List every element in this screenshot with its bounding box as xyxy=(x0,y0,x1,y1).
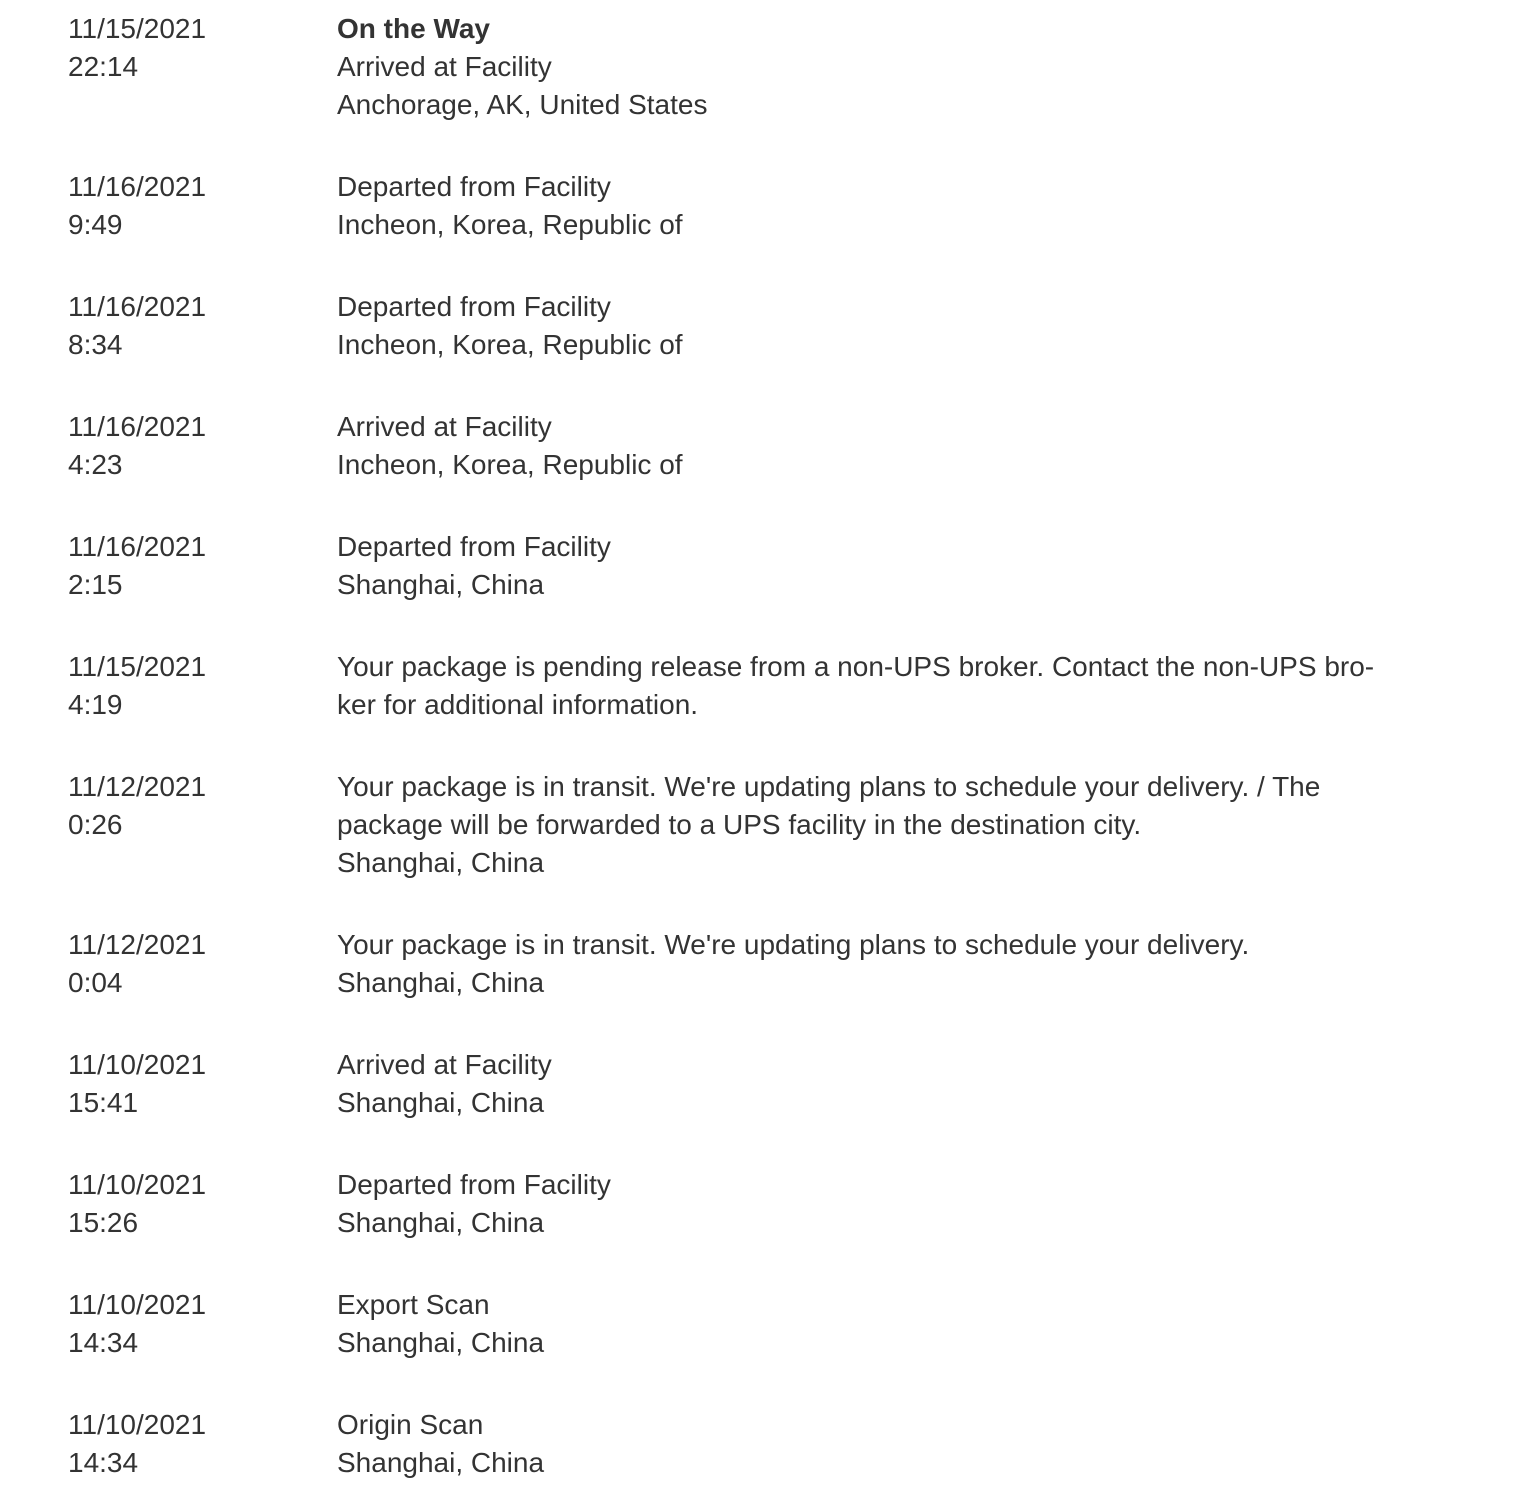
event-description-line: ker for additional information. xyxy=(337,689,699,720)
event-description-line: Anchorage, AK, United States xyxy=(337,89,708,120)
event-date: 11/15/2021 xyxy=(68,13,207,44)
event-date: 11/16/2021 xyxy=(68,291,207,322)
event-time: 9:49 xyxy=(68,209,123,240)
event-datetime xyxy=(68,1046,337,1122)
event-description-line: Arrived at Facility xyxy=(337,411,552,442)
event-detail xyxy=(337,528,1467,604)
tracking-event-row xyxy=(68,10,1488,124)
event-datetime xyxy=(68,768,337,844)
event-description-line: Shanghai, China xyxy=(337,1447,545,1478)
event-description-line: Your package is pending release from a non-UPS broker. Contact the non-UPS bro- xyxy=(337,651,1375,682)
event-datetime xyxy=(68,288,337,364)
event-description-line: Shanghai, China xyxy=(337,967,545,998)
event-date: 11/16/2021 xyxy=(68,171,207,202)
event-description-line: Incheon, Korea, Republic of xyxy=(337,329,683,360)
event-date: 11/10/2021 xyxy=(68,1409,207,1440)
event-detail xyxy=(337,1046,1467,1122)
event-time: 4:23 xyxy=(68,449,123,480)
event-date: 11/10/2021 xyxy=(68,1169,207,1200)
event-description-line: Shanghai, China xyxy=(337,847,545,878)
event-time: 8:34 xyxy=(68,329,123,360)
event-date: 11/10/2021 xyxy=(68,1049,207,1080)
event-description-line: Your package is in transit. We're updating plans to schedule your delivery. xyxy=(337,929,1250,960)
event-date: 11/16/2021 xyxy=(68,531,207,562)
event-detail xyxy=(337,1166,1467,1242)
tracking-event-row xyxy=(68,1286,1488,1362)
event-description-line: Departed from Facility xyxy=(337,171,611,202)
event-date: 11/12/2021 xyxy=(68,929,207,960)
event-date: 11/15/2021 xyxy=(68,651,207,682)
event-status-title: On the Way xyxy=(337,13,490,44)
event-datetime xyxy=(68,926,337,1002)
event-description-line: Shanghai, China xyxy=(337,1087,545,1118)
event-description-line: Incheon, Korea, Republic of xyxy=(337,209,683,240)
event-description-line: Departed from Facility xyxy=(337,531,611,562)
event-description-line: Incheon, Korea, Republic of xyxy=(337,449,683,480)
event-datetime xyxy=(68,1406,337,1482)
event-description-line: Your package is in transit. We're updating plans to schedule your delivery. / The xyxy=(337,771,1321,802)
event-date: 11/10/2021 xyxy=(68,1289,207,1320)
event-time: 0:04 xyxy=(68,967,123,998)
event-datetime xyxy=(68,528,337,604)
event-detail xyxy=(337,288,1467,364)
event-description-line: Departed from Facility xyxy=(337,1169,611,1200)
event-description-line: Export Scan xyxy=(337,1289,490,1320)
event-description-line: Origin Scan xyxy=(337,1409,484,1440)
event-description-line: Arrived at Facility xyxy=(337,51,552,82)
event-time: 22:14 xyxy=(68,51,139,82)
event-detail xyxy=(337,168,1467,244)
event-datetime xyxy=(68,1166,337,1242)
event-description-line: Departed from Facility xyxy=(337,291,611,322)
event-detail xyxy=(337,1286,1467,1362)
event-time: 15:26 xyxy=(68,1207,139,1238)
event-detail xyxy=(337,408,1467,484)
event-description-line: package will be forwarded to a UPS facility in the destination city. xyxy=(337,809,1142,840)
tracking-event-row xyxy=(68,1046,1488,1122)
event-time: 15:41 xyxy=(68,1087,139,1118)
event-datetime xyxy=(68,1286,337,1362)
event-detail xyxy=(337,10,1467,124)
event-detail xyxy=(337,926,1467,1002)
tracking-event-row xyxy=(68,1166,1488,1242)
event-time: 14:34 xyxy=(68,1327,139,1358)
tracking-event-row xyxy=(68,288,1488,364)
event-description-line: Shanghai, China xyxy=(337,1327,545,1358)
event-description-line: Shanghai, China xyxy=(337,1207,545,1238)
event-detail xyxy=(337,768,1467,882)
tracking-event-row xyxy=(68,1406,1488,1482)
event-datetime xyxy=(68,168,337,244)
event-time: 0:26 xyxy=(68,809,123,840)
event-time: 2:15 xyxy=(68,569,123,600)
event-datetime xyxy=(68,408,337,484)
event-detail xyxy=(337,1406,1467,1482)
tracking-event-row xyxy=(68,926,1488,1002)
event-description-line: Shanghai, China xyxy=(337,569,545,600)
event-detail xyxy=(337,648,1467,724)
tracking-event-row xyxy=(68,528,1488,604)
event-datetime xyxy=(68,10,337,86)
tracking-event-row xyxy=(68,768,1488,882)
tracking-event-row xyxy=(68,168,1488,244)
event-time: 4:19 xyxy=(68,689,123,720)
tracking-event-row xyxy=(68,408,1488,484)
tracking-event-row xyxy=(68,648,1488,724)
event-date: 11/12/2021 xyxy=(68,771,207,802)
event-time: 14:34 xyxy=(68,1447,139,1478)
event-description-line: Arrived at Facility xyxy=(337,1049,552,1080)
event-datetime xyxy=(68,648,337,724)
event-date: 11/16/2021 xyxy=(68,411,207,442)
